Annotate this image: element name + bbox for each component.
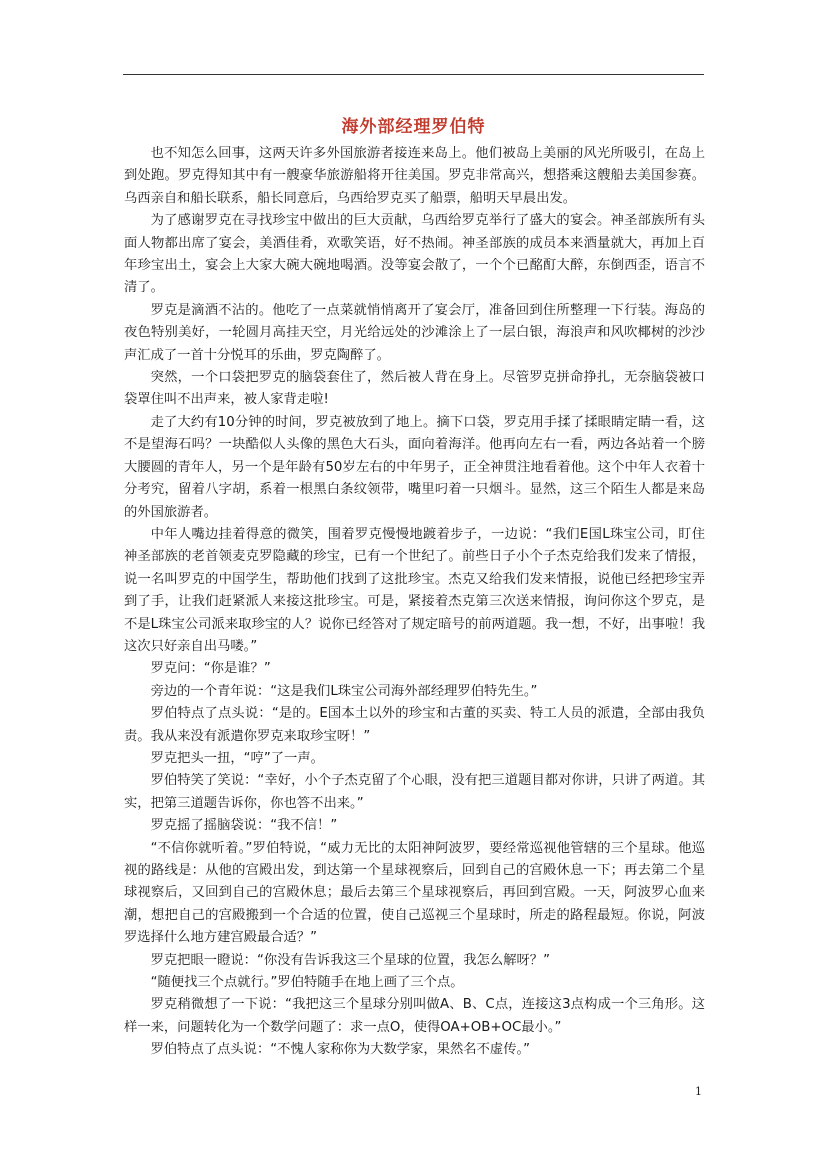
- paragraph: 罗伯特笑了笑说：“幸好，小个子杰克留了个心眼，没有把三道题目都对你讲，只讲了两道。其实，把第三道题告诉你，你也答不出来。”: [124, 773, 705, 811]
- header-rule: [123, 74, 704, 75]
- paragraph: 旁边的一个青年说：“这是我们L珠宝公司海外部经理罗伯特先生。”: [150, 683, 538, 699]
- paragraph: 也不知怎么回事，这两天许多外国旅游者接连来岛上。他们被岛上美丽的风光所吸引，在岛上到处跑。罗克得知其中有一艘豪华旅游船将开往美国。罗克非常高兴，想搭乘这艘船去美国参赛。乌西亲自和船长联系，船长同意后，乌西给罗克买了船票，船明天早晨出发。: [124, 146, 705, 206]
- paragraph: 突然，一个口袋把罗克的脑袋套住了，然后被人背在身上。尽管罗克拼命挣扎，无奈脑袋被口袋罩住叫不出声来，被人家背走啦!: [124, 370, 705, 408]
- paragraph: 罗克摇了摇脑袋说：“我不信！”: [150, 818, 338, 834]
- paragraph: 中年人嘴边挂着得意的微笑，围着罗克慢慢地踱着步子，一边说：“我们E国L珠宝公司，盯住神圣部族的老首领麦克罗隐藏的珍宝，已有一个世纪了。前些日子小个子杰克给我们发来了情报，说一名叫罗克的中国学生，帮助他们找到了这批珍宝。杰克又给我们发来情报，说他已经把珍宝弄到了手，让我们赶紧派人来接这批珍宝。可是，紧接着杰克第三次送来情报，询问你这个罗克，是不是L珠宝公司派来取珍宝的人？说你已经答对了规定暗号的前两道题。我一想，不好，出事啦！我这次只好亲自出马喽。”: [124, 526, 705, 654]
- paragraph: 罗克把头一扭，“哼”了一声。: [150, 750, 324, 766]
- paragraph: 为了感谢罗克在寻找珍宝中做出的巨大贡献，乌西给罗克举行了盛大的宴会。神圣部族所有头面人物都出席了宴会，美酒佳肴，欢歌笑语，好不热闹。神圣部族的成员本来酒量就大，再加上百年珍宝出土，宴会上大家大碗大碗地喝酒。没等宴会散了，一个个已酩酊大醉，东倒西歪，语言不清了。: [124, 213, 705, 296]
- paragraph: 走了大约有10分钟的时间，罗克被放到了地上。摘下口袋，罗克用手揉了揉眼睛定睛一看，这不是望海石吗？一块酷似人头像的黑色大石头，面向着海洋。他再向左右一看，两边各站着一个膀大腰圆的青年人，另一个是年龄有50岁左右的中年男子，正全神贯注地看着他。这个中年人衣着十分考究，留着八字胡，系着一根黑白条纹领带，嘴里叼着一只烟斗。显然，这三个陌生人都是来岛的外国旅游者。: [124, 414, 705, 520]
- paragraph: 罗克稍微想了一下说：“我把这三个星球分别叫做A、B、C点，连接这3点构成一个三角形。这样一来，问题转化为一个数学问题了：求一点O，使得OA+OB+OC最小。”: [124, 997, 705, 1035]
- paragraph: 罗克问：“你是谁？”: [150, 661, 271, 677]
- paragraph: 罗伯特点了点头说：“是的。E国本土以外的珍宝和古董的买卖、特工人员的派遣，全部由我负责。我从来没有派遣你罗克来取珍宝呀！”: [124, 706, 705, 744]
- article-body: [124, 143, 705, 1062]
- paragraph: 罗克是滴酒不沾的。他吃了一点菜就悄悄离开了宴会厅，准备回到住所整理一下行装。海岛的夜色特别美好，一轮圆月高挂天空，月光给远处的沙滩涂上了一层白银，海浪声和风吹椰树的沙沙声汇成了一首十分悦耳的乐曲，罗克陶醉了。: [124, 302, 705, 363]
- paragraph: 罗克把眼一瞪说：“你没有告诉我这三个星球的位置，我怎么解呀？”: [150, 952, 550, 968]
- page-title: 海外部经理罗伯特: [341, 117, 486, 137]
- paragraph: “不信你就听着。”罗伯特说，“威力无比的太阳神阿波罗，要经常巡视他管辖的三个星球。他巡视的路线是：从他的宫殿出发，到达第一个星球视察后，回到自己的宫殿休息一下；再去第二个星球视察后，又回到自己的宫殿休息；最后去第三个星球视察后，再回到宫殿。一天，阿波罗心血来潮，想把自己的宫殿搬到一个合适的位置，使自己巡视三个星球时，所走的路程最短。你说，阿波罗选择什么地方建宫殿最合适？”: [124, 840, 705, 946]
- paragraph: 罗伯特点了点头说：“不愧人家称你为大数学家，果然名不虚传。”: [150, 1042, 531, 1058]
- page-number: 1: [695, 1085, 702, 1098]
- paragraph: “随便找三个点就行。”罗伯特随手在地上画了三个点。: [150, 975, 464, 991]
